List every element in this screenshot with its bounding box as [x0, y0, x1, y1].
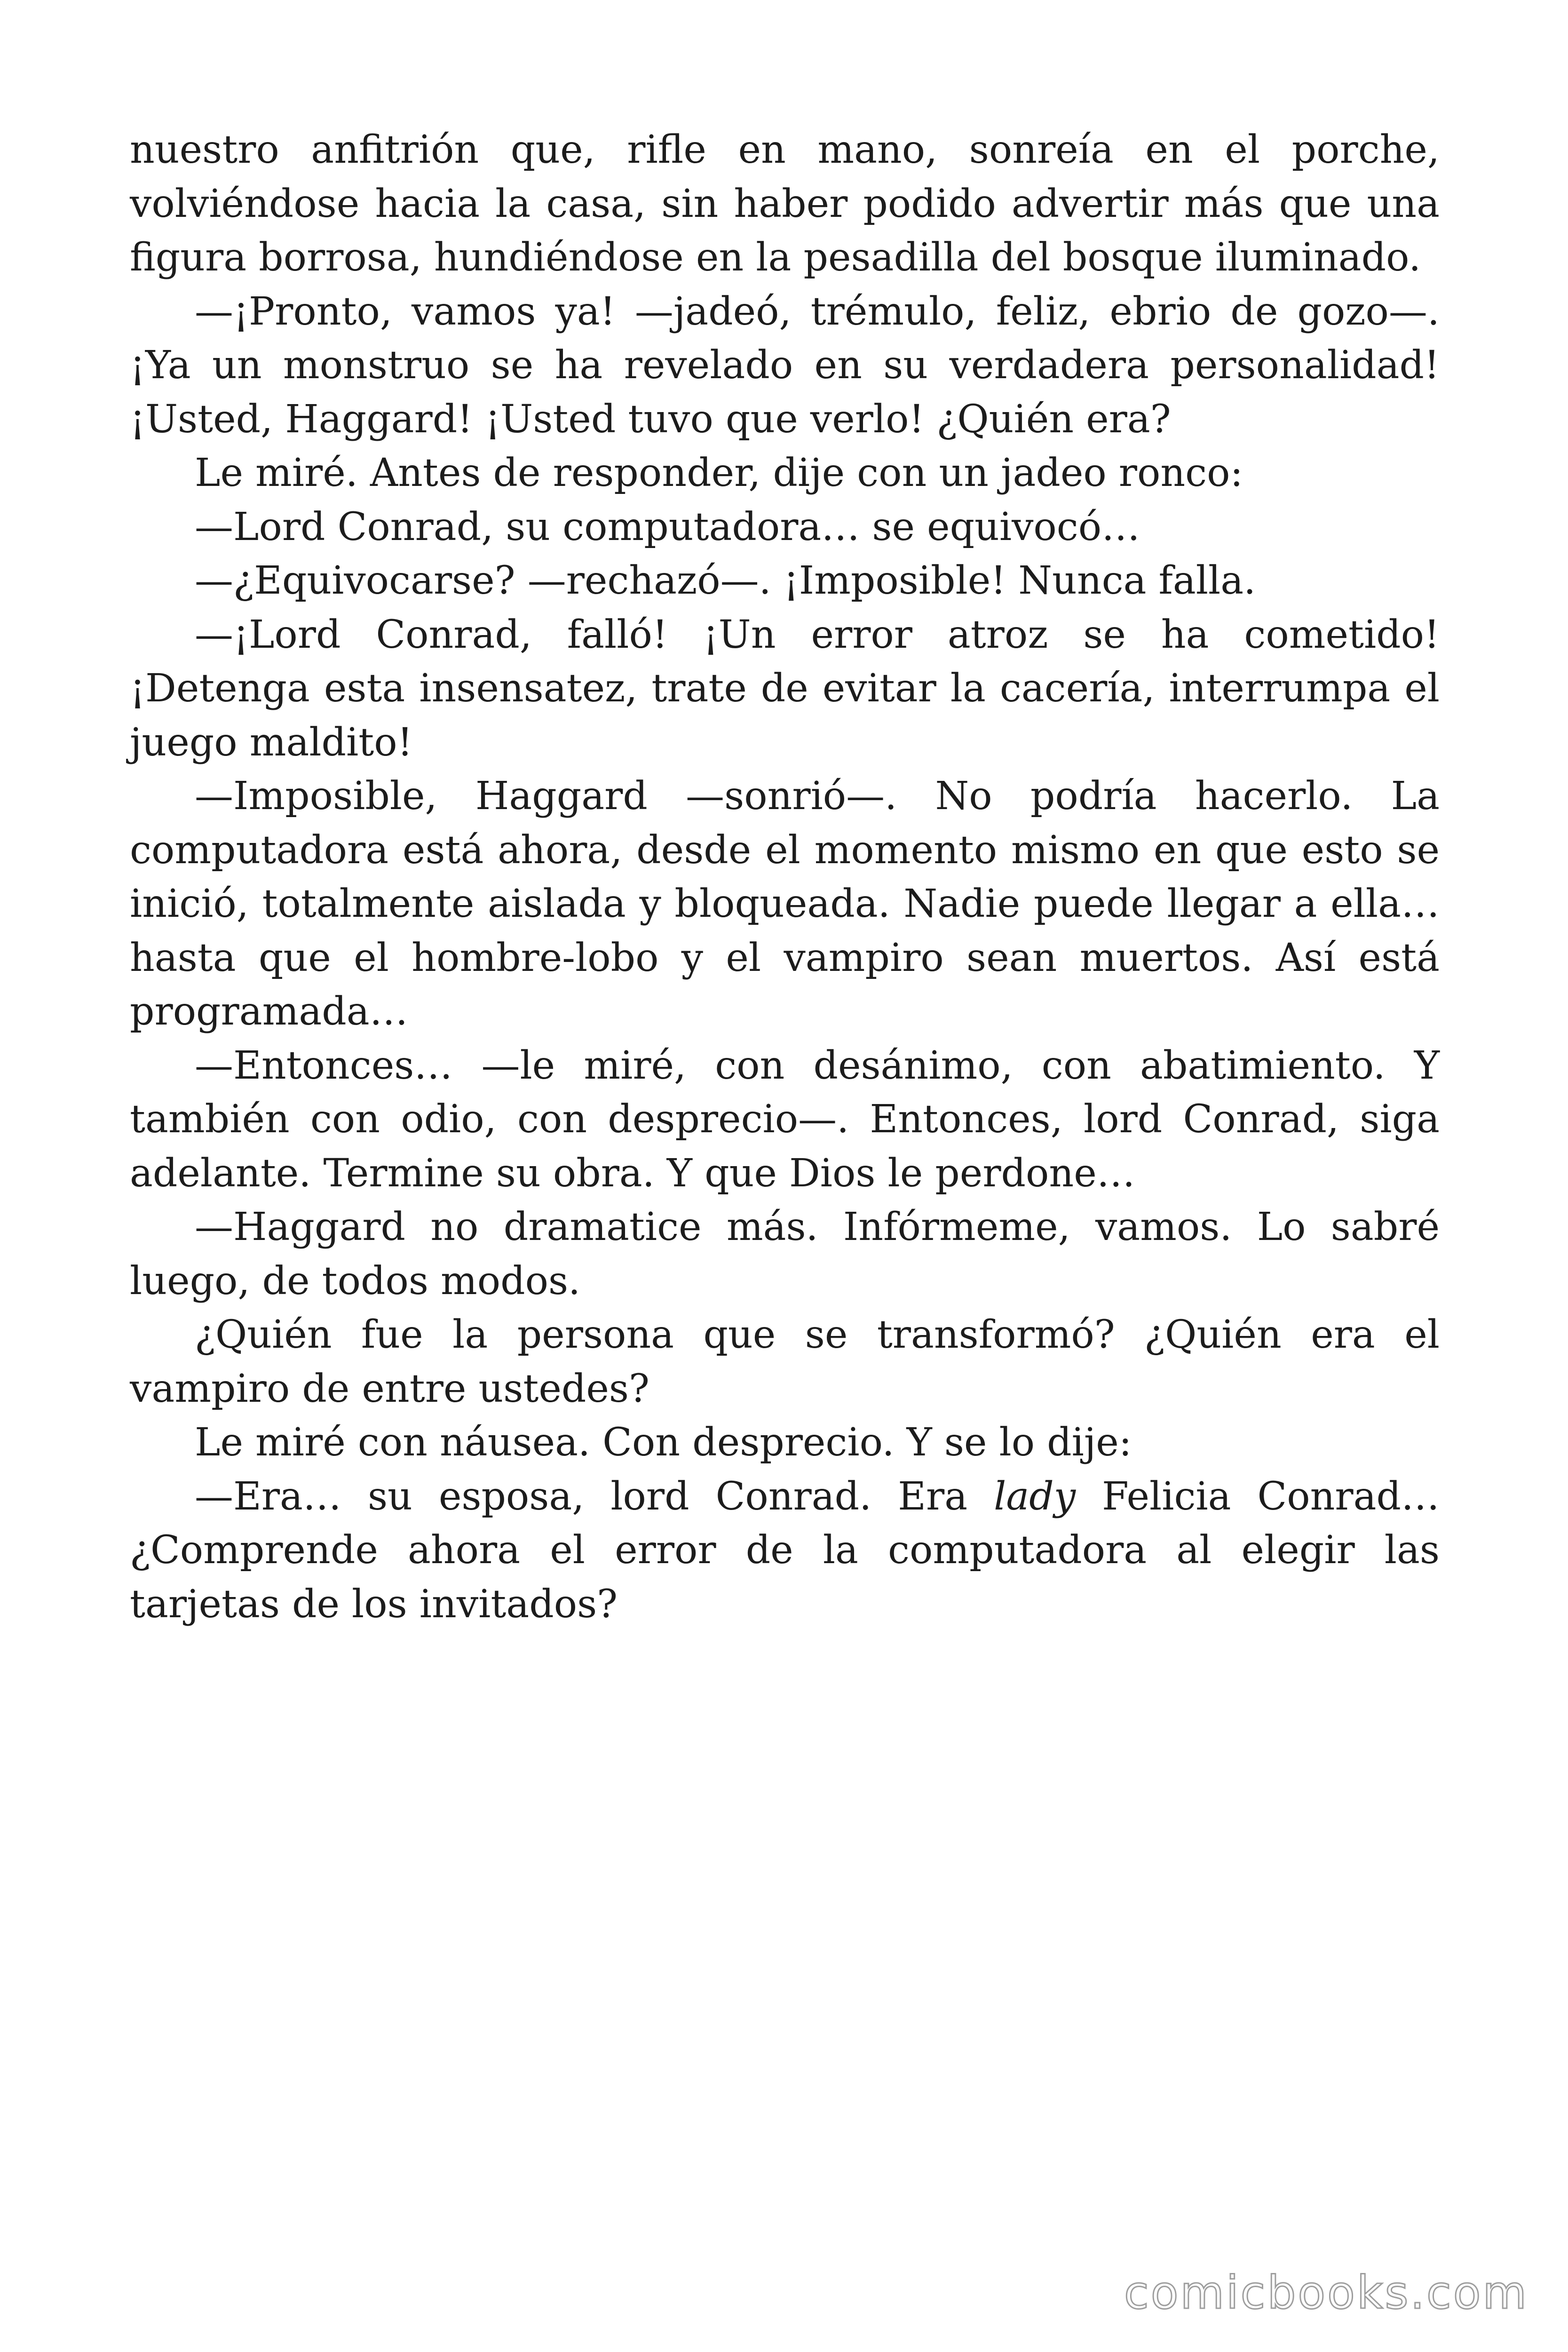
italic-word-lady: lady	[994, 1474, 1076, 1519]
paragraph: —¡Lord Conrad, falló! ¡Un error atroz se ha cometido! ¡Detenga esta insensatez, trate de evitar la cacería, interrumpa el juego maldito!	[130, 612, 1440, 765]
paragraph: —¿Equivocarse? —rechazó—. ¡Imposible! Nunca falla.	[195, 558, 1256, 603]
paragraph: nuestro anfitrión que, rifle en mano, sonreía en el porche, volviéndose hacia la casa, sin haber podido advertir más que una figura borrosa, hundiéndose en la pesadilla del bosque iluminado.	[130, 127, 1440, 280]
book-page	[130, 123, 1440, 1631]
paragraph: —Entonces… —le miré, con desánimo, con abatimiento. Y también con odio, con desprecio—. Entonces, lord Conrad, siga adelante. Termine su obra. Y que Dios le perdone…	[130, 1043, 1440, 1196]
paragraph: Le miré con náusea. Con desprecio. Y se lo dije:	[195, 1420, 1132, 1465]
paragraph: —Imposible, Haggard —sonrió—. No podría hacerlo. La computadora está ahora, desde el momento mismo en que esto se inició, totalmente aislada y bloqueada. Nadie puede llegar a ella… hasta que el hombre-lobo y el vampiro sean muertos. Así está programada…	[130, 774, 1440, 1034]
paragraph: —Lord Conrad, su computadora… se equivocó…	[195, 504, 1140, 549]
watermark-logo: comicbooks.com	[1124, 2266, 1528, 2319]
paragraph: Le miré. Antes de responder, dije con un jadeo ronco:	[195, 451, 1243, 495]
paragraph: —¡Pronto, vamos ya! —jadeó, trémulo, feliz, ebrio de gozo—. ¡Ya un monstruo se ha revelado en su verdadera personalidad! ¡Usted, Haggard! ¡Usted tuvo que verlo! ¿Quién era?	[130, 289, 1440, 442]
paragraph: —Haggard no dramatice más. Infórmeme, vamos. Lo sabré luego, de todos modos.	[130, 1205, 1440, 1303]
final-paragraph-text-end: Felicia Conrad… ¿Comprende ahora el error de la computadora al elegir las tarjetas de los invitados?	[130, 1474, 1440, 1627]
paragraph: ¿Quién fue la persona que se transformó? ¿Quién era el vampiro de entre ustedes?	[130, 1312, 1440, 1411]
final-paragraph-text-start: —Era… su esposa, lord Conrad. Era	[195, 1474, 994, 1519]
final-paragraph	[130, 1470, 1440, 1632]
